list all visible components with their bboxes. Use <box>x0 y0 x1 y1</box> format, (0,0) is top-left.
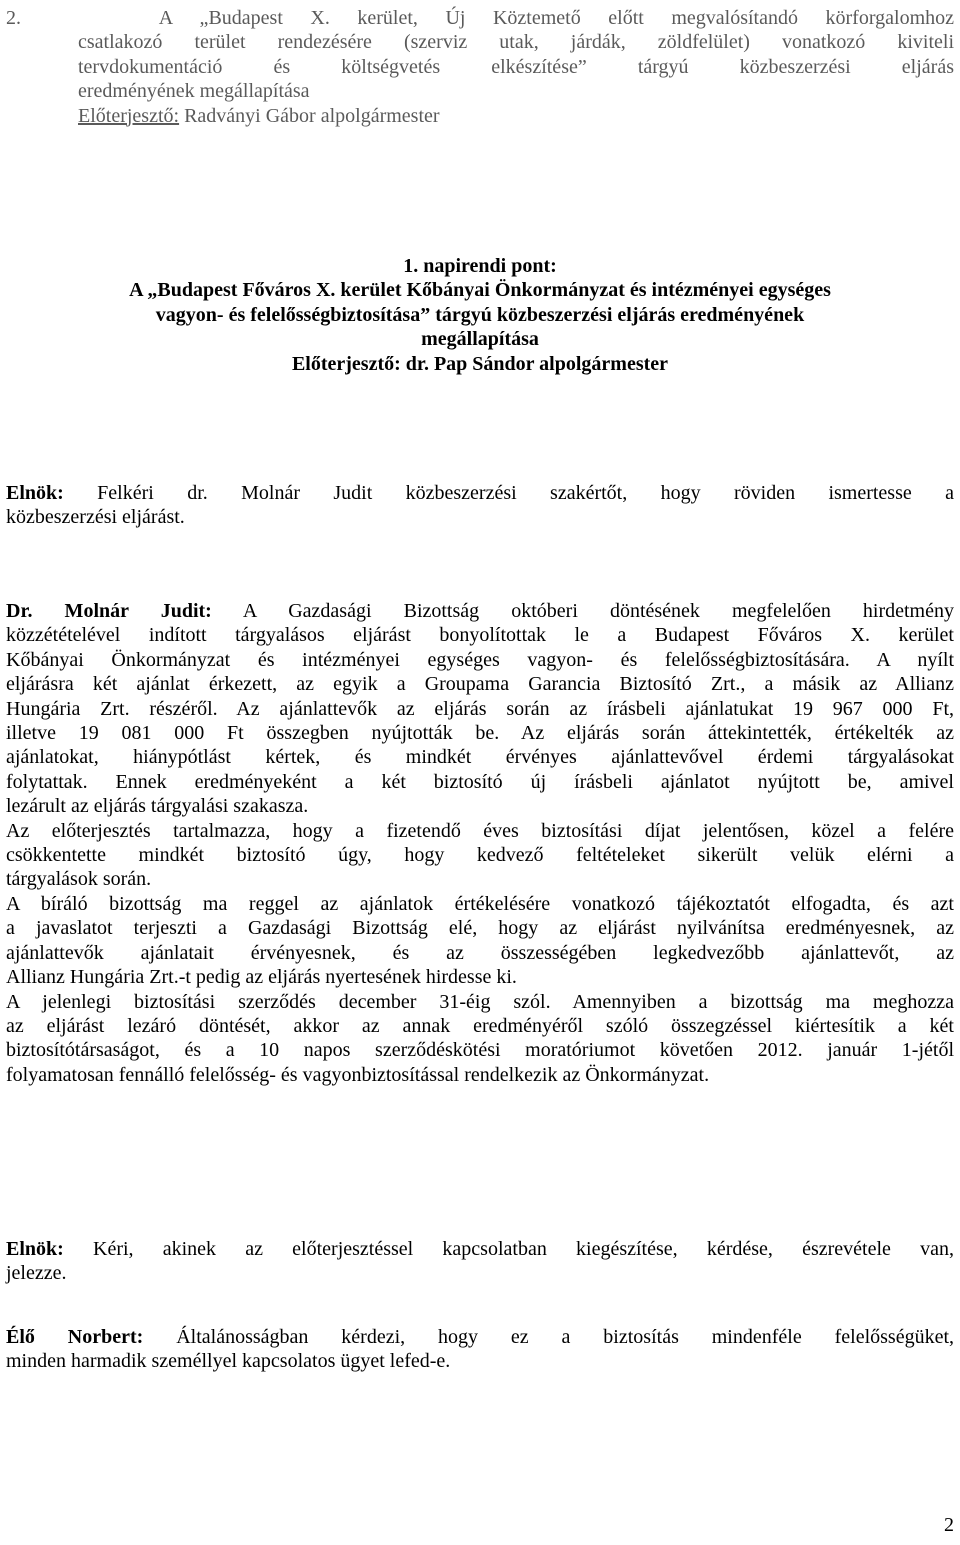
speaker-name: Elnök: <box>6 1238 64 1260</box>
paragraph-contract-term: A jelenlegi biztosítási szerződés december 31-éig szól. Amennyiben a bizottság ma meghozza <box>6 990 954 1013</box>
speaker-name: Élő Norbert: <box>6 1326 144 1348</box>
paragraph-fee-reduction: Az előterjesztés tartalmazza, hogy a fizetendő éves biztosítási díjat jelentősen, közel a felére <box>6 819 954 842</box>
agenda-item-line: tervdokumentáció és költségvetés elkészítése” tárgyú közbeszerzési eljárás <box>78 55 954 78</box>
presenter-name: Radványi Gábor alpolgármester <box>179 104 440 127</box>
agenda-item-line: csatlakozó terület rendezésére (szerviz utak, járdák, zöldfelület) vonatkozó kiviteli <box>78 31 954 54</box>
presenter-label: Előterjesztő: <box>78 104 180 127</box>
agenda-point-title-line: vagyon- és felelősségbiztosítása” tárgyú közbeszerzési eljárás eredményének <box>155 303 805 326</box>
paragraph-committee-decision: A bíráló bizottság ma reggel az ajánlatok értékelésére vonatkozó tájékoztatót elfogadta, és azt <box>6 892 954 915</box>
speaker-name: Elnök: <box>6 482 64 504</box>
agenda-item-number: 2. <box>6 7 21 29</box>
paragraph-chair-questions: Elnök: Kéri, akinek az előterjesztéssel kapcsolatban kiegészítése, kérdése, észrevétele van, jelezze. <box>6 1238 954 1285</box>
agenda-item-line: 2. A „Budapest X. kerület, Új Köztemető előtt megvalósítandó körforgalomhoz <box>6 7 955 29</box>
page-number: 2 <box>944 1513 954 1536</box>
agenda-item-2 <box>6 6 954 128</box>
paragraph-elo-question: Élő Norbert: Általánosságban kérdezi, hogy ez a biztosítás mindenféle felelősségüket, minden harmadik személlyel kapcsolatos ügyet lefed-e. <box>6 1326 955 1373</box>
agenda-point-title-line: A „Budapest Főváros X. kerület Kőbányai Önkormányzat és intézményei egységes <box>129 279 831 302</box>
speaker-name: Dr. Molnár Judit: <box>6 600 212 622</box>
agenda-item-presenter <box>6 104 954 128</box>
agenda-item-line: eredményének megállapítása <box>78 80 310 103</box>
paragraph-chair-request: Elnök: Felkéri dr. Molnár Judit közbeszerzési szakértőt, hogy röviden ismertesse a közbeszerzési eljárást. <box>6 482 954 529</box>
agenda-point-number: 1. napirendi pont: <box>403 255 557 277</box>
agenda-point-presenter: Előterjesztő: dr. Pap Sándor alpolgármester <box>291 352 669 375</box>
agenda-point-title-line: megállapítása <box>421 328 539 351</box>
agenda-point-heading <box>6 254 954 376</box>
paragraph-molnar-report: Dr. Molnár Judit: A Gazdasági Bizottság októberi döntésének megfelelően hirdetmény közzétételével indított tárgyalásos eljárást bonyolítottak le a Budapest Főváros X. kerület Kőbányai Önkormányzat és intézményei egységes vagyon- és felelősségbiztosítására. A nyílt eljárásra két ajánlat érkezett, az egyik a Groupama Garancia Biztosító Zrt., a másik az Allianz Hungária Zrt. részéről. Az ajánlattevők az eljárás során az írásbeli ajánlatukat 19 967 000 Ft, illetve 19 081 000 Ft összegben nyújtották be. Az eljárás során áttekintették, értékelték az ajánlatokat, hiánypótlást kértek, és mindkét érvényes ajánlattevővel érdemi tárgyalásokat folytattak. Ennek eredményeként a két biztosító új írásbeli ajánlatot nyújtott be, amivel lezárult az eljárás tárgyalási szakasza. Az előterjesztés tartalmazza, hogy a fizetendő éves biztosítási díjat jelentősen, közel a felére csökkentette mindkét biztosító úgy, hogy kedvező feltételeket sikerült velük elérni a tárgyalások során. A bíráló bizottság ma reggel az ajánlatok értékelésére vonatkozó tájékoztatót elfogadta, és azt a javaslatot terjeszti a Gazdasági Bizottság elé, hogy az eljárást nyilvánítsa eredményesnek, az ajánlattevők ajánlatait érvényesnek, és az összességében legkedvezőbb ajánlattevőt, az Allianz Hungária Zrt.-t pedig az eljárás nyertesének hirdesse ki. A jelenlegi biztosítási szerződés december 31-éig szól. Amennyiben a bizottság ma meghozza az eljárást lezáró döntését, akkor az annak eredményéről szóló összegzéssel kiértesítik a két biztosítótársaságot, és a 10 napos szerződéskötési moratóriumot követően 2012. január 1-jétől folyamatosan fennálló felelősség- és vagyonbiztosítással rendelkezik az Önkormányzat. <box>6 600 954 1086</box>
